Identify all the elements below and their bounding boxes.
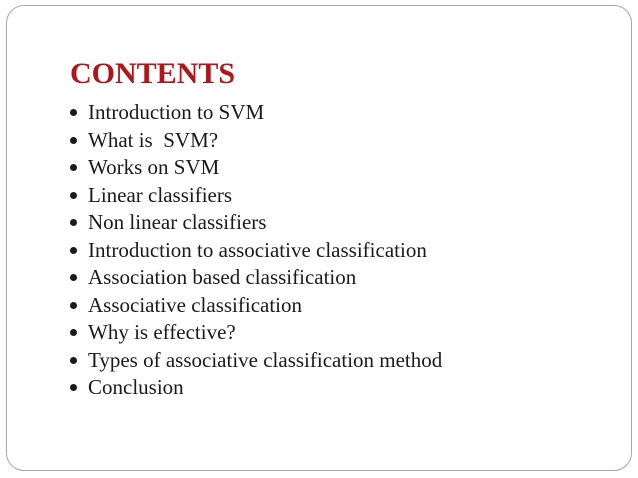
bullet-dot-icon	[70, 274, 77, 281]
contents-list	[70, 99, 442, 402]
list-item	[70, 182, 442, 210]
list-item	[70, 374, 442, 402]
list-item	[70, 127, 442, 155]
bullet-dot-icon	[70, 384, 77, 391]
list-item	[70, 347, 442, 375]
list-item-text: Conclusion	[88, 375, 184, 400]
list-item-text: Associative classification	[88, 292, 303, 317]
bullet-dot-icon	[70, 109, 77, 116]
list-item	[70, 154, 442, 182]
list-item-text: Linear classifiers	[88, 182, 233, 207]
slide-title: CONTENTS	[70, 57, 236, 90]
bullet-dot-icon	[70, 329, 77, 336]
list-item	[70, 237, 442, 265]
list-item-text: Association based classification	[88, 265, 357, 290]
list-item	[70, 99, 442, 127]
list-item-text: Introduction to SVM	[88, 100, 265, 125]
list-item-text: Types of associative classification method	[88, 347, 443, 372]
bullet-dot-icon	[70, 137, 77, 144]
list-item-text: What is SVM?	[88, 127, 219, 152]
list-item-text: Why is effective?	[88, 320, 236, 345]
bullet-dot-icon	[70, 247, 77, 254]
list-item-text: Works on SVM	[88, 155, 220, 180]
bullet-dot-icon	[70, 164, 77, 171]
list-item	[70, 209, 442, 237]
list-item	[70, 292, 442, 320]
list-item-text: Non linear classifiers	[88, 210, 267, 235]
list-item-text: Introduction to associative classification	[88, 237, 427, 262]
bullet-dot-icon	[70, 302, 77, 309]
bullet-dot-icon	[70, 219, 77, 226]
bullet-dot-icon	[70, 357, 77, 364]
list-item	[70, 264, 442, 292]
bullet-dot-icon	[70, 192, 77, 199]
list-item	[70, 319, 442, 347]
